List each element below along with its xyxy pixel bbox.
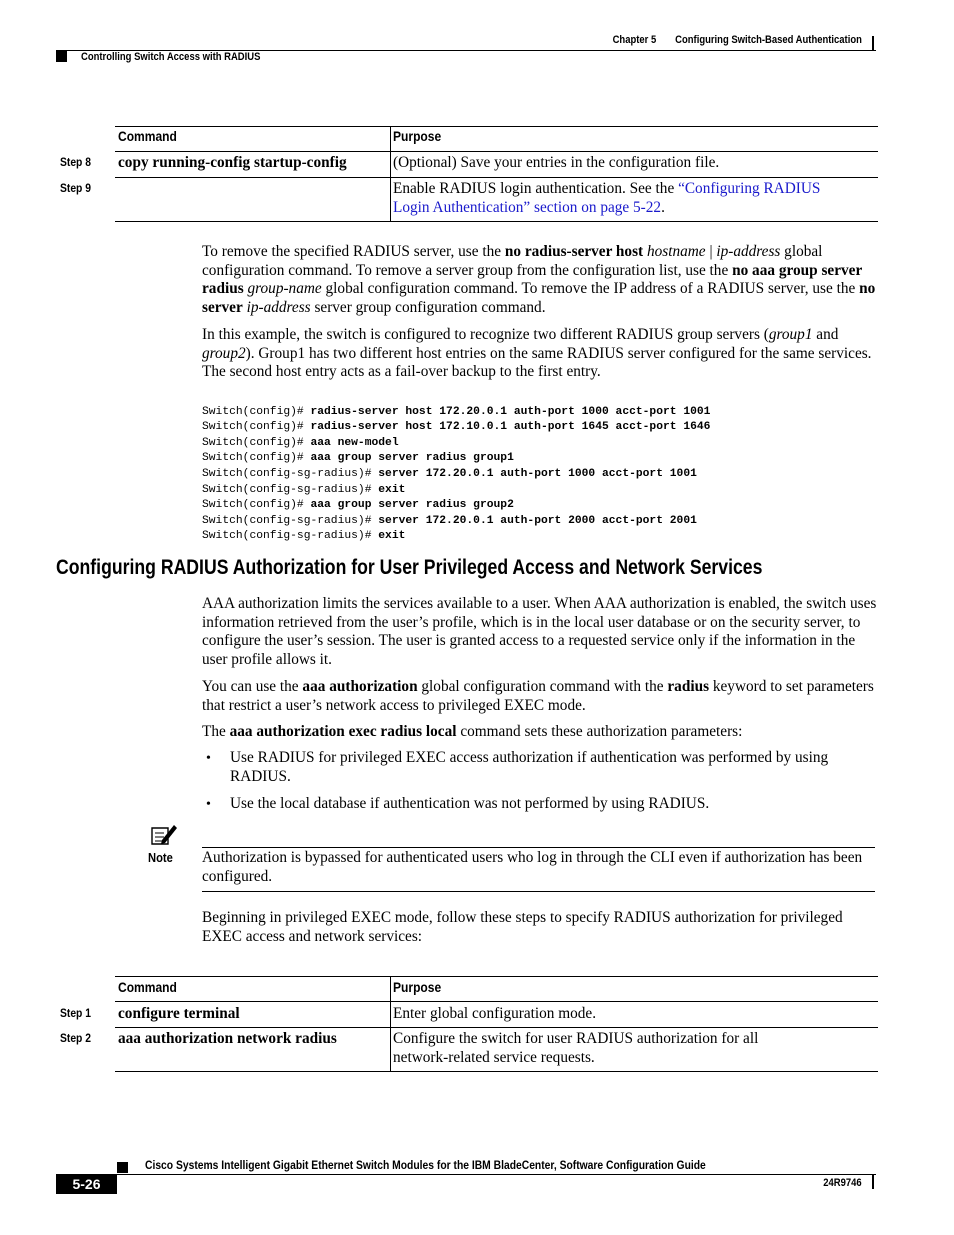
step-purpose: Configure the switch for user RADIUS authorization for all network-related service requests.	[393, 1030, 759, 1066]
table1-header-purpose: Purpose	[393, 128, 442, 144]
step-command: aaa authorization network radius	[118, 1030, 337, 1047]
running-header-chapter: Chapter 5 Configuring Switch-Based Authentication	[612, 34, 862, 46]
code-line: Switch(config)# radius-server host 172.10.0.1 auth-port 1645 acct-port 1646	[202, 421, 711, 434]
page-number-box	[56, 1175, 117, 1194]
note-text: Authorization is bypassed for authenticated users who log in through the CLI even if authorization has been configured.	[202, 849, 863, 885]
paragraph-aaa-authorization: AAA authorization limits the services available to a user. When AAA authorization is enabled, the switch uses information retrieved from the user’s profile, which is in the local user database or on the security server, to configure the user’s session. The user is granted access to a requested service only if the information in the user profile allows it.	[202, 595, 877, 669]
paragraph-aaa-command: You can use the aaa authorization global configuration command with the radius keyword to set parameters that restrict a user’s network access to privileged EXEC mode.	[202, 678, 874, 714]
code-line: Switch(config)# radius-server host 172.20.0.1 auth-port 1000 acct-port 1001	[202, 405, 711, 418]
bullet-icon: •	[206, 797, 211, 812]
step-purpose: (Optional) Save your entries in the configuration file.	[393, 154, 720, 171]
code-line: Switch(config-sg-radius)# server 172.20.0.1 auth-port 1000 acct-port 1001	[202, 467, 697, 480]
step-label: Step 9	[60, 181, 91, 195]
step-command: copy running-config startup-config	[118, 154, 347, 171]
table2-header-command: Command	[118, 979, 177, 995]
code-line: Switch(config-sg-radius)# exit	[202, 483, 406, 496]
step-purpose: Enable RADIUS login authentication. See the “Configuring RADIUS Login Authentication” section on page 5-22.	[393, 180, 821, 216]
section-heading: Configuring RADIUS Authorization for User Privileged Access and Network Services	[56, 556, 763, 579]
bullet-text: Use RADIUS for privileged EXEC access authorization if authentication was performed by using RADIUS.	[230, 749, 829, 785]
table1-header-command: Command	[118, 128, 177, 144]
step-label: Step 1	[60, 1006, 91, 1020]
step-label: Step 2	[60, 1031, 91, 1045]
step-command: configure terminal	[118, 1005, 240, 1022]
cross-reference-link[interactable]: “Configuring RADIUS	[678, 180, 821, 197]
footer-block	[117, 1162, 128, 1173]
bullet-icon: •	[206, 751, 211, 766]
footer-title: Cisco Systems Intelligent Gigabit Ethernet Switch Modules for the IBM BladeCenter, Software Configuration Guide	[145, 1158, 706, 1172]
step-purpose: Enter global configuration mode.	[393, 1005, 597, 1022]
footer-tick	[872, 1175, 874, 1189]
running-header-section: Controlling Switch Access with RADIUS	[81, 51, 261, 63]
page-number: 5-26	[72, 1176, 101, 1192]
code-line: Switch(config-sg-radius)# exit	[202, 530, 406, 543]
paragraph-example: In this example, the switch is configured to recognize two different RADIUS group servers (group1 and group2). Group1 has two different host entries on the same RADIUS server configured for the same services. The second host entry acts as a fail-over backup to the first entry.	[202, 326, 872, 381]
footer-rule	[56, 1174, 876, 1175]
step-label: Step 8	[60, 155, 91, 169]
cross-reference-link[interactable]: Login Authentication” section on page 5-22	[393, 198, 662, 216]
paragraph-parameters: The aaa authorization exec radius local command sets these authorization parameters:	[202, 723, 743, 740]
code-line: Switch(config)# aaa new-model	[202, 436, 399, 449]
note-label: Note	[148, 850, 173, 865]
code-line: Switch(config)# aaa group server radius group1	[202, 452, 514, 465]
code-line: Switch(config)# aaa group server radius group2	[202, 499, 514, 512]
note-pencil-icon	[150, 822, 178, 848]
code-example	[202, 389, 710, 561]
header-block	[56, 51, 67, 62]
paragraph-steps-intro: Beginning in privileged EXEC mode, follow these steps to specify RADIUS authorization for privileged EXEC access and network services:	[202, 909, 843, 945]
document-id: 24R9746	[823, 1177, 862, 1189]
table2-header-purpose: Purpose	[393, 979, 442, 995]
code-line: Switch(config-sg-radius)# server 172.20.0.1 auth-port 2000 acct-port 2001	[202, 514, 697, 527]
header-tick	[872, 36, 874, 50]
bullet-text: Use the local database if authentication was not performed by using RADIUS.	[230, 795, 710, 812]
paragraph-remove-server: To remove the specified RADIUS server, use the no radius-server host hostname | ip-address global configuration command. To remove a server group from the configuration list, use the no aaa group server radius group-name global configuration command. To remove the IP address of a RADIUS server, use the no server ip-address server group configuration command.	[202, 243, 876, 317]
